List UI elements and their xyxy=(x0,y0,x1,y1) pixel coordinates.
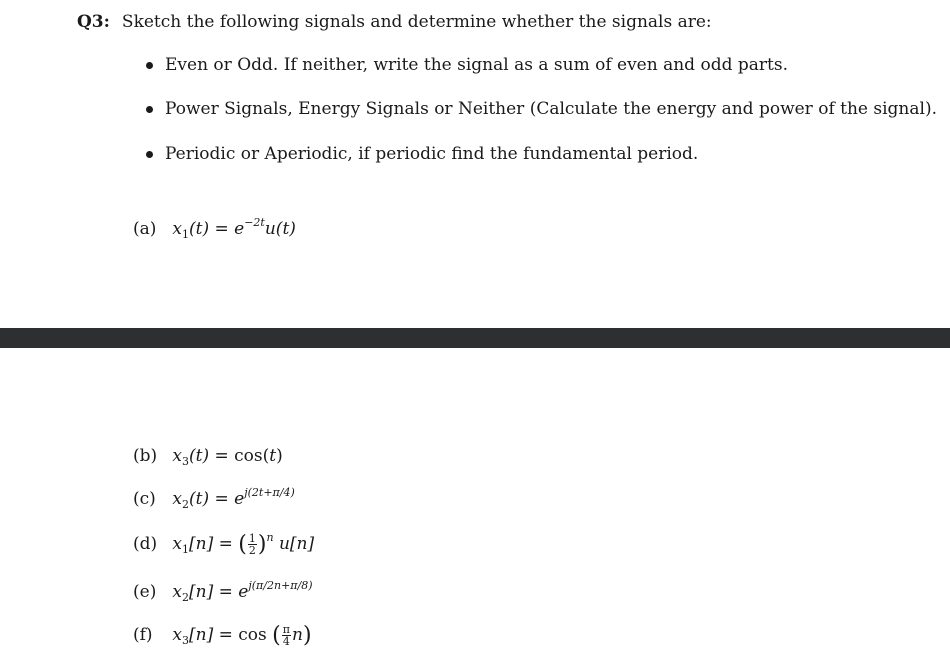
question-text: Sketch the following signals and determine whether the signals are: xyxy=(121,12,712,32)
part-expression: $x_3[n] = \cos$ ( $\frac{\pi}{4}$ n) xyxy=(172,623,312,648)
bullet-text: Periodic or Aperiodic, if periodic find the fundamental period. xyxy=(165,144,699,164)
part-expression: $x_2(t) = e^{j(2t+\pi/4)}$ xyxy=(172,486,295,511)
part-label: (d) xyxy=(133,534,158,554)
part-a xyxy=(133,216,296,241)
part-expression: $x_2[n] = e^{j(\pi/2n+\pi/8)}$ xyxy=(172,579,313,604)
bullet-text: Power Signals, Energy Signals or Neither (Calculate the energy and power of the signal). xyxy=(165,99,937,119)
question-label: Q3: xyxy=(77,12,110,32)
part-expression: $x_3(t) = \cos(t)$ xyxy=(172,446,283,468)
part-expression: $x_1(t) = e^{-2t}u(t)$ xyxy=(172,216,296,241)
part-b xyxy=(133,446,283,468)
lower-page xyxy=(0,348,950,656)
part-label: (a) xyxy=(133,219,157,239)
part-expression: $x_1[n]$ = ( $\frac{1}{2}$ )$^n$ u[n] xyxy=(172,531,315,557)
bullet-text: Even or Odd. If neither, write the signal as a sum of even and odd parts. xyxy=(165,55,788,75)
part-label: (c) xyxy=(133,489,156,509)
part-c xyxy=(133,486,295,511)
part-label: (f) xyxy=(133,625,153,645)
bullet-item xyxy=(146,55,788,75)
bullet-item xyxy=(146,99,937,119)
part-f xyxy=(133,623,312,648)
bullet-item xyxy=(146,144,698,164)
part-d xyxy=(133,531,314,557)
page-divider xyxy=(0,328,950,348)
part-label: (b) xyxy=(133,446,158,466)
question-line xyxy=(77,12,712,32)
part-e xyxy=(133,579,313,604)
bullet-dot-icon xyxy=(146,106,153,113)
bullet-dot-icon xyxy=(146,62,153,69)
bullet-dot-icon xyxy=(146,151,153,158)
part-label: (e) xyxy=(133,582,157,602)
